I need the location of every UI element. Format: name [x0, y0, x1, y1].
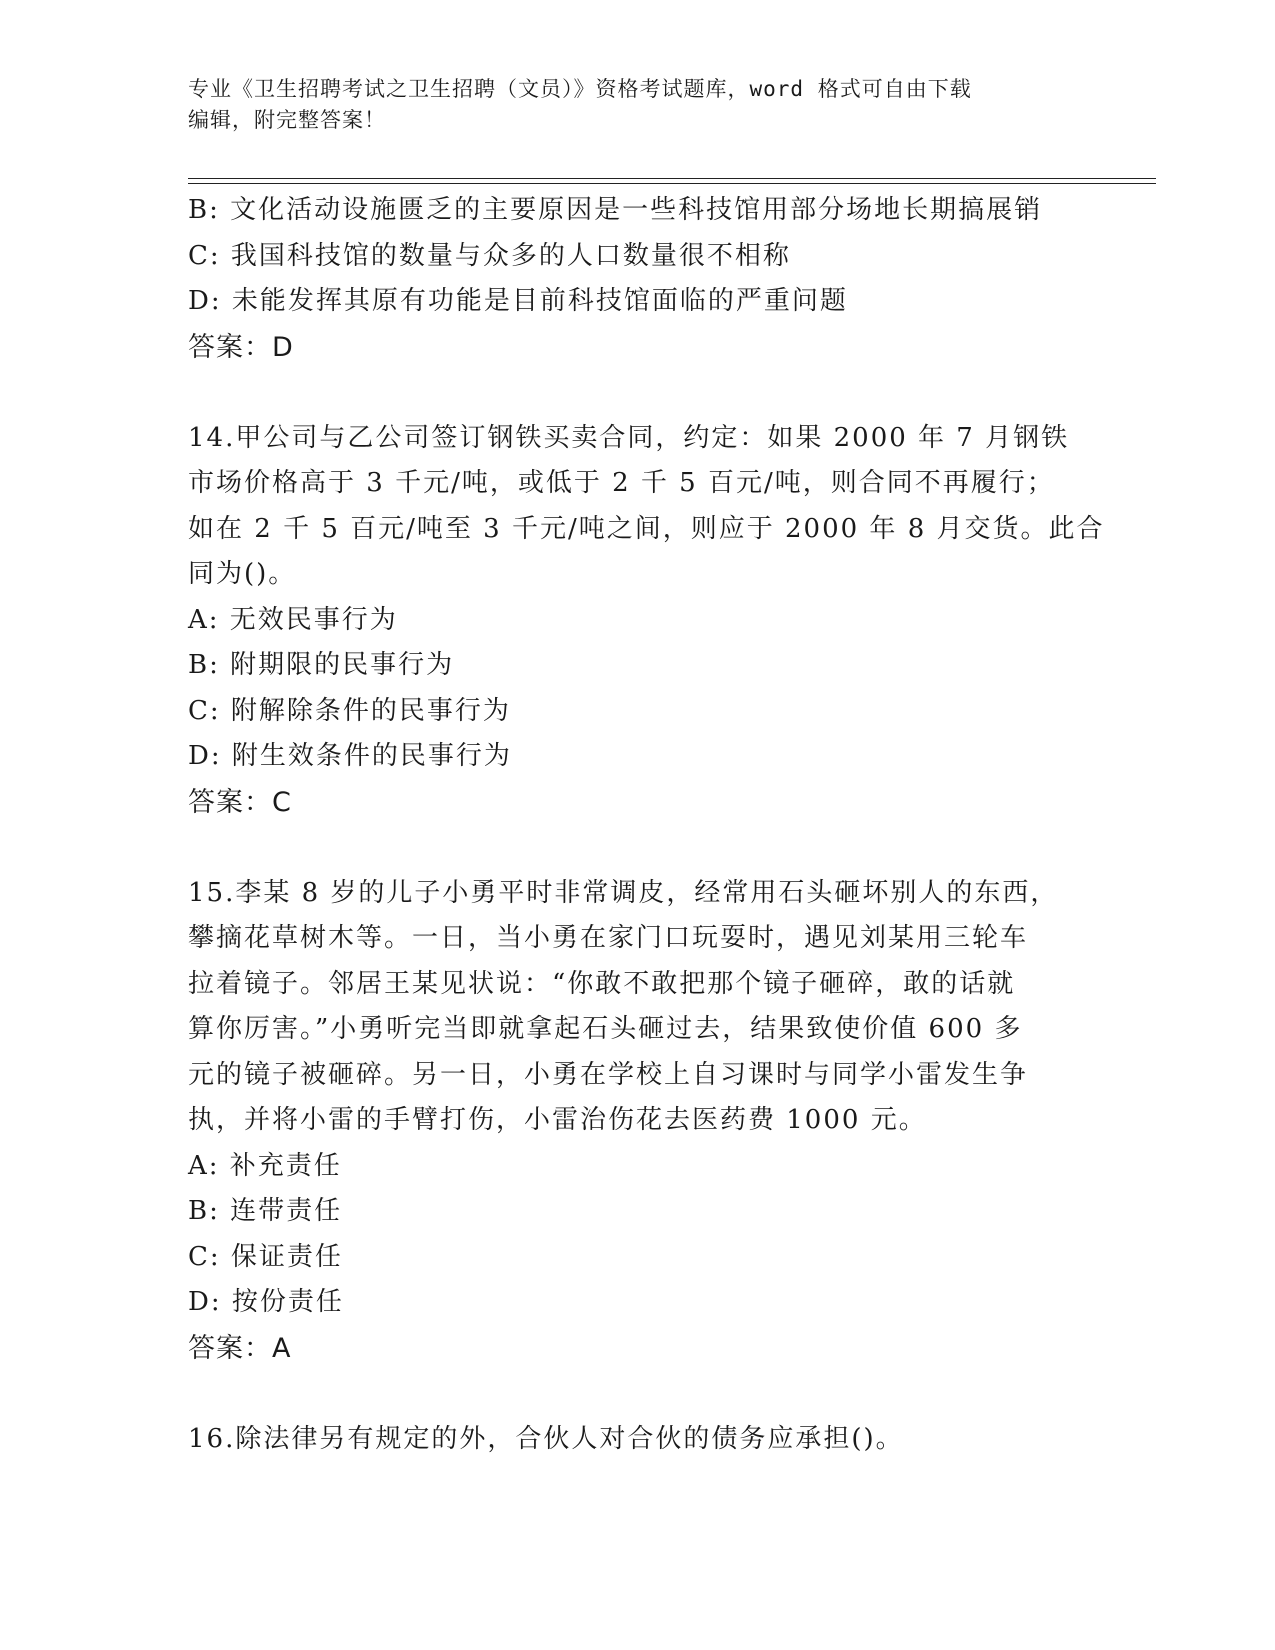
spacer	[188, 370, 1088, 416]
option-a: A: 补充责任	[188, 1150, 342, 1181]
question-stem-line: 算你厉害。”小勇听完当即就拿起石头砸过去，结果致使价值 600 多	[188, 1014, 1023, 1044]
question-stem-line: 如在 2 千 5 百元/吨至 3 千元/吨之间，则应于 2000 年 8 月交货。此合	[188, 513, 1105, 544]
option-a: A: 无效民事行为	[188, 604, 398, 635]
option-d: D: 按份责任	[188, 1287, 344, 1317]
question-stem-line: 拉着镜子。邻居王某见状说：“你敢不敢把那个镜子砸碎，敢的话就	[188, 968, 1016, 999]
option-c: C: 附解除条件的民事行为	[188, 695, 511, 726]
question-14-options	[188, 598, 1088, 780]
question-stem-line: 市场价格高于 3 千元/吨，或低于 2 千 5 百元/吨，则合同不再履行；	[188, 468, 1055, 498]
option-b: B: 附期限的民事行为	[188, 650, 455, 680]
question-stem-line: 15.李某 8 岁的儿子小勇平时非常调皮，经常用石头砸坏别人的东西，	[188, 877, 1059, 908]
question-stem-line: 16.除法律另有规定的外，合伙人对合伙的债务应承担()。	[188, 1423, 904, 1454]
header-line-1: 专业《卫生招聘考试之卫生招聘（文员）》资格考试题库，word 格式可自由下载	[188, 77, 972, 101]
prev-question-options	[188, 188, 1088, 325]
option-c: C: 我国科技馆的数量与众多的人口数量很不相称	[188, 240, 791, 271]
prev-question-answer: 答案：D	[188, 331, 294, 363]
question-stem-line: 元的镜子被砸碎。另一日，小勇在学校上自习课时与同学小雷发生争	[188, 1059, 1029, 1090]
header-divider-top	[188, 178, 1156, 179]
spacer	[188, 1371, 1088, 1417]
document-header	[188, 74, 1088, 136]
question-15-answer: 答案：A	[188, 1332, 292, 1364]
header-divider-bottom	[188, 183, 1156, 184]
question-14-stem	[188, 416, 1105, 598]
document-body	[188, 188, 1105, 1462]
option-d: D: 未能发挥其原有功能是目前科技馆面临的严重问题	[188, 286, 848, 316]
question-14-answer: 答案：C	[188, 786, 292, 818]
option-b: B: 连带责任	[188, 1196, 343, 1226]
question-15	[188, 871, 1088, 1372]
question-14	[188, 416, 1105, 826]
header-line-2: 编辑，附完整答案！	[188, 108, 386, 132]
question-stem-line: 同为()。	[188, 559, 297, 589]
question-15-options	[188, 1144, 1088, 1326]
option-d: D: 附生效条件的民事行为	[188, 741, 512, 771]
question-15-stem	[188, 871, 1088, 1144]
spacer	[188, 825, 1088, 871]
question-stem-line: 执，并将小雷的手臂打伤，小雷治伤花去医药费 1000 元。	[188, 1105, 927, 1135]
option-c: C: 保证责任	[188, 1241, 343, 1272]
question-stem-line: 14.甲公司与乙公司签订钢铁买卖合同，约定：如果 2000 年 7 月钢铁	[188, 422, 1070, 453]
question-16	[188, 1417, 1088, 1463]
option-b: B: 文化活动设施匮乏的主要原因是一些科技馆用部分场地长期搞展销	[188, 195, 1043, 225]
question-stem-line: 攀摘花草树木等。一日，当小勇在家门口玩耍时，遇见刘某用三轮车	[188, 923, 1029, 953]
